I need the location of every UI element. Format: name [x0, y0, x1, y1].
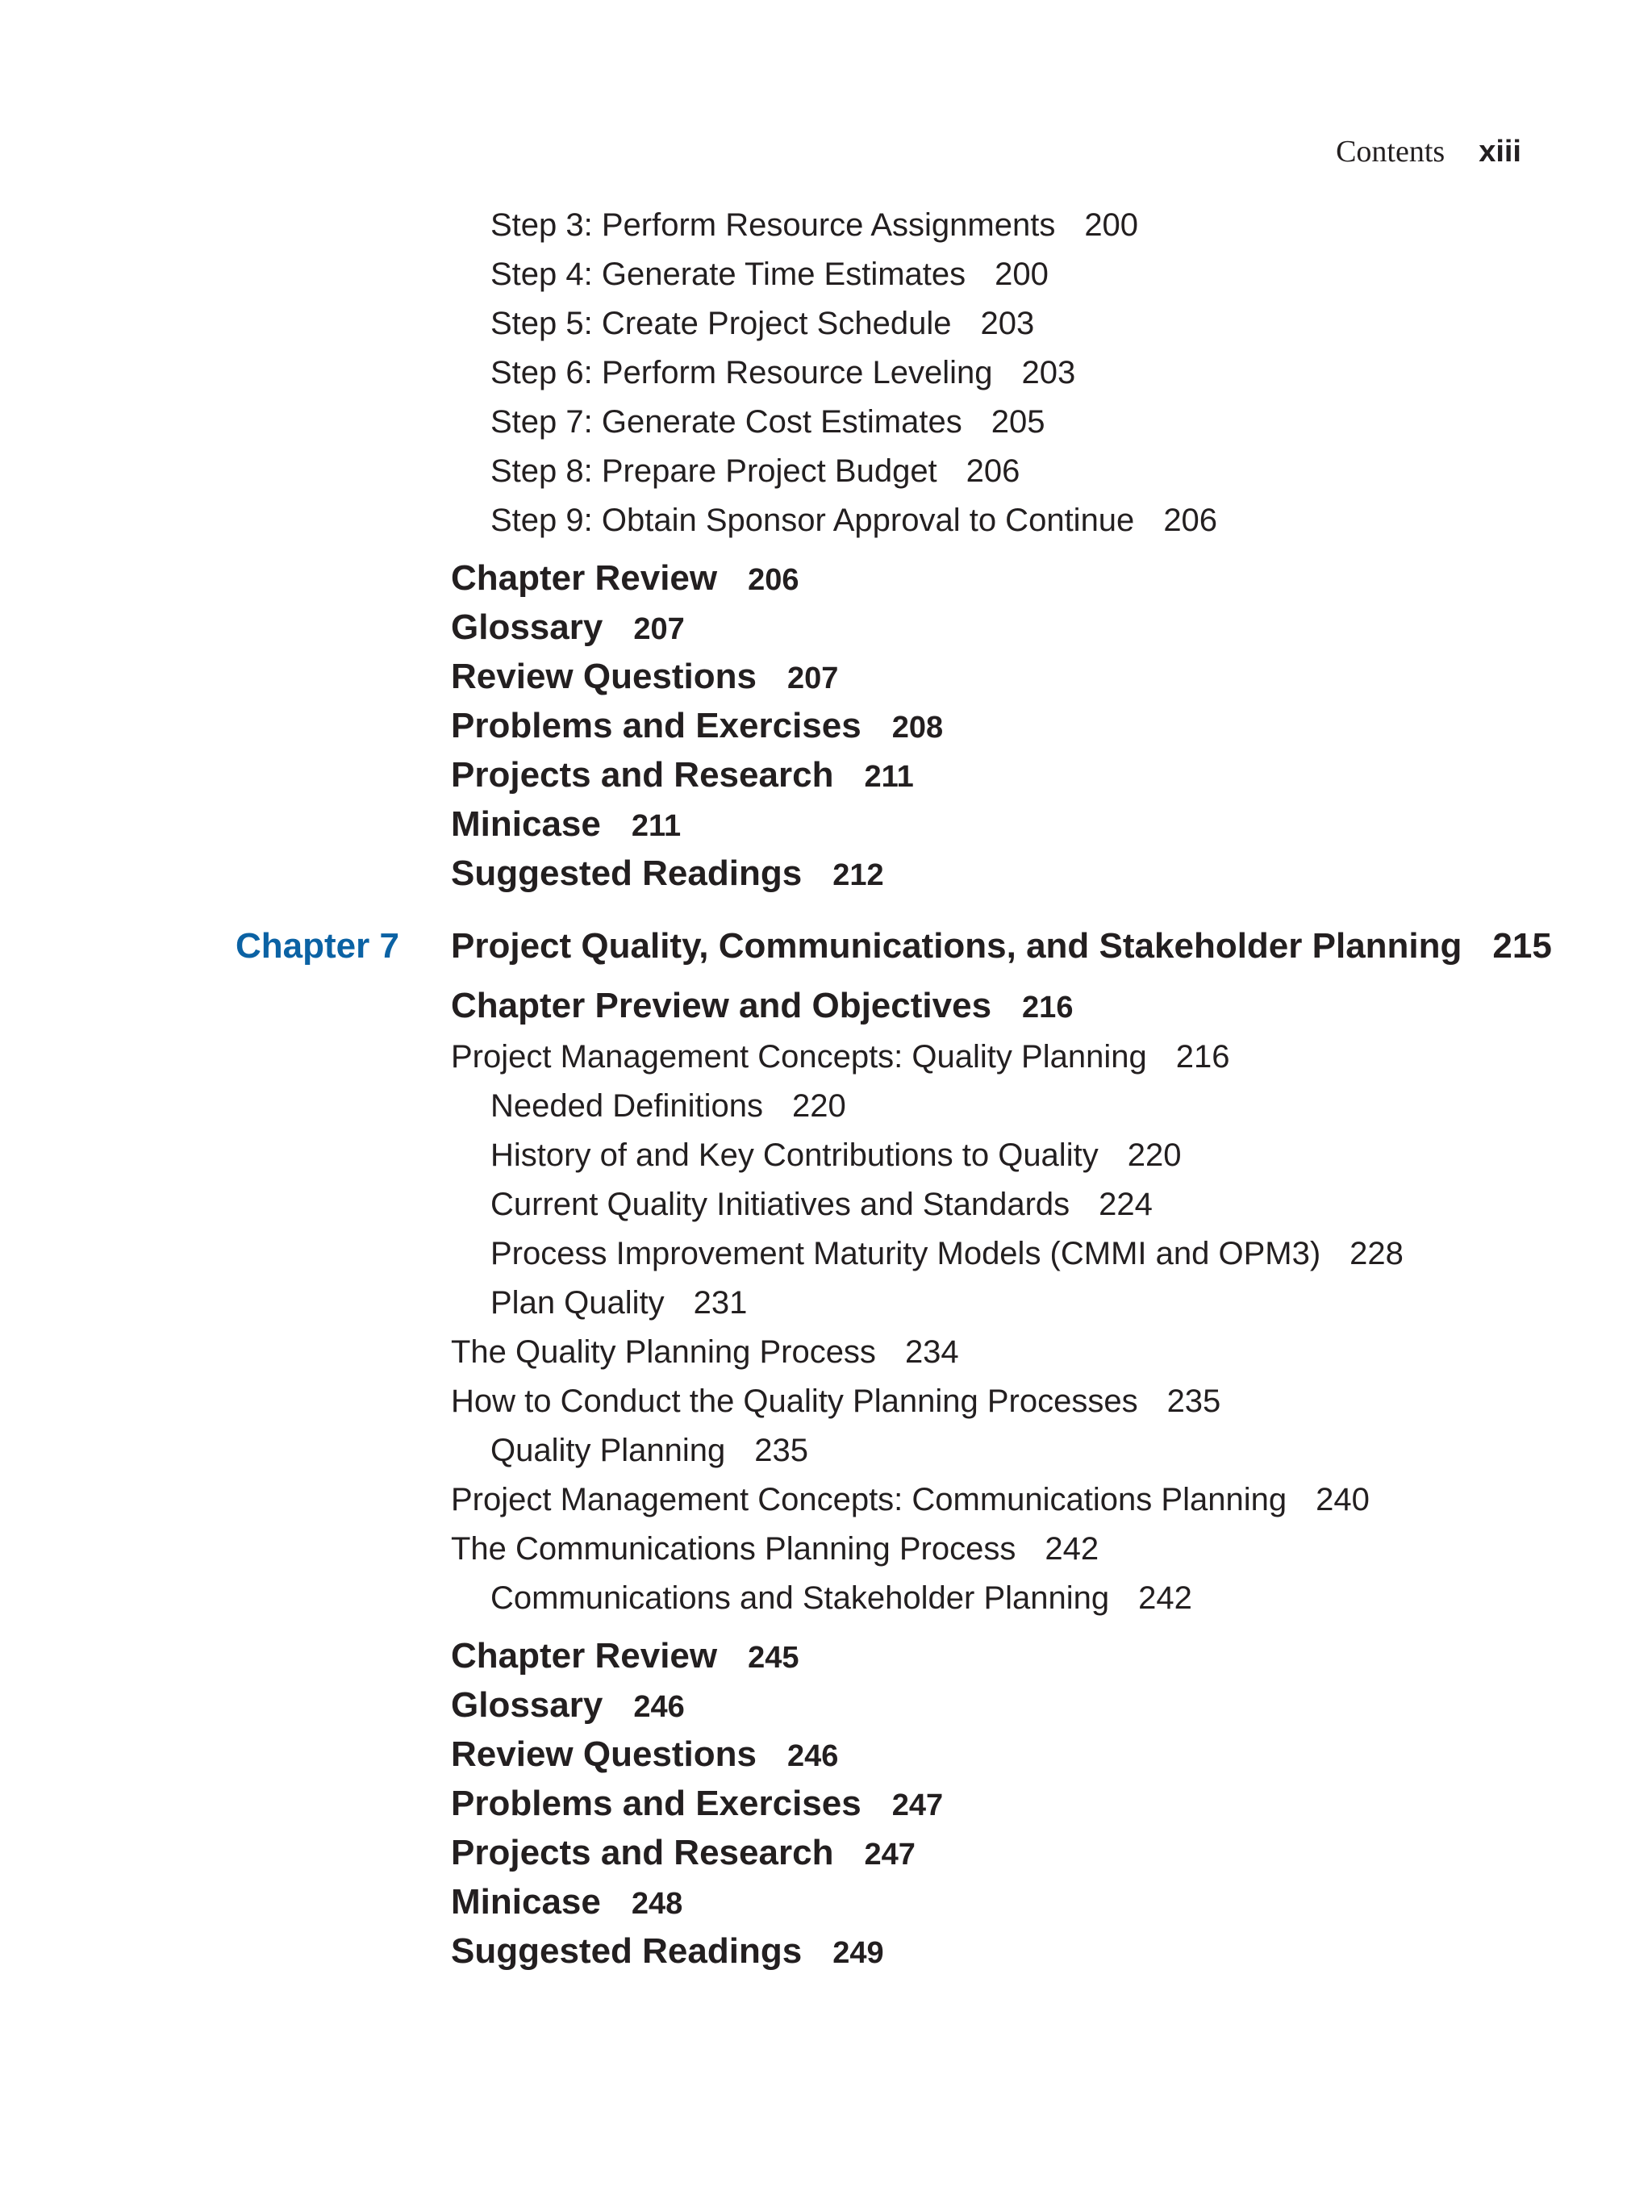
running-head-label: Contents [1336, 135, 1446, 169]
toc-entry-title: Step 5: Create Project Schedule [490, 306, 952, 341]
toc-entry-title: Chapter Review [451, 558, 718, 598]
toc-entry-page: 235 [754, 1433, 809, 1468]
toc-entry-title: Project Management Concepts: Quality Planning [451, 1039, 1147, 1075]
toc-entry-title: Needed Definitions [490, 1088, 763, 1124]
toc-entry-page: 203 [980, 306, 1035, 341]
toc-entry[interactable] [490, 205, 1138, 245]
toc-entry-title: Projects and Research [451, 1833, 834, 1872]
toc-entry-page: 242 [1045, 1531, 1099, 1567]
toc-entry-suggested-readings[interactable] [451, 1930, 884, 1975]
toc-entry-page: 240 [1316, 1482, 1370, 1517]
toc-entry-page: 206 [748, 563, 799, 597]
toc-entry[interactable] [490, 254, 1049, 294]
toc-entry-title: Quality Planning [490, 1433, 726, 1468]
toc-entry-minicase[interactable] [451, 803, 681, 848]
toc-entry-page: 249 [832, 1936, 884, 1970]
toc-entry[interactable] [490, 500, 1217, 540]
toc-entry[interactable] [490, 402, 1045, 442]
toc-entry-title: Step 4: Generate Time Estimates [490, 257, 966, 292]
toc-entry-title: Step 8: Prepare Project Budget [490, 453, 937, 489]
toc-entry-page: 206 [1163, 503, 1218, 538]
toc-entry-title: Glossary [451, 607, 603, 647]
toc-entry-title: Minicase [451, 804, 601, 844]
toc-entry-glossary[interactable] [451, 606, 685, 651]
chapter-label: Chapter 7 [236, 926, 399, 966]
toc-entry-page: 220 [1127, 1137, 1182, 1173]
toc-entry[interactable] [451, 1037, 1229, 1077]
toc-entry[interactable] [490, 1233, 1404, 1274]
toc-entry-page: 242 [1138, 1580, 1192, 1616]
toc-entry-page: 200 [1084, 207, 1139, 243]
toc-entry-title: History of and Key Contributions to Quality [490, 1137, 1099, 1173]
toc-entry-page: 207 [633, 612, 685, 646]
toc-entry-problems-exercises[interactable] [451, 704, 943, 749]
toc-entry-title: Suggested Readings [451, 853, 803, 893]
toc-entry-title: Suggested Readings [451, 1931, 803, 1971]
toc-entry-title: Glossary [451, 1685, 603, 1725]
chapter-title[interactable] [451, 924, 1552, 968]
toc-entry-title: Step 7: Generate Cost Estimates [490, 404, 962, 440]
page-number: xiii [1479, 135, 1521, 169]
toc-entry-title: Problems and Exercises [451, 706, 861, 745]
toc-entry[interactable] [490, 1578, 1192, 1618]
toc-entry-page: 212 [832, 858, 884, 892]
toc-entry-projects-research[interactable] [451, 753, 914, 799]
toc-entry[interactable] [490, 451, 1020, 491]
toc-entry[interactable] [490, 303, 1034, 344]
toc-entry-title: Minicase [451, 1882, 601, 1922]
toc-entry-title: Projects and Research [451, 755, 834, 795]
toc-entry-title: How to Conduct the Quality Planning Processes [451, 1384, 1138, 1419]
toc-entry-page: 247 [864, 1838, 916, 1872]
toc-entry[interactable] [490, 1086, 846, 1126]
running-head [1336, 132, 1521, 171]
toc-entry-title: Plan Quality [490, 1285, 665, 1321]
toc-entry-page: 200 [995, 257, 1049, 292]
toc-entry[interactable] [451, 1480, 1370, 1520]
toc-entry-page: 246 [787, 1739, 839, 1773]
toc-entry-title: Process Improvement Maturity Models (CMMI and OPM3) [490, 1236, 1321, 1271]
toc-entry-projects-research[interactable] [451, 1831, 916, 1876]
toc-entry-page: 247 [891, 1788, 944, 1822]
toc-entry-title: The Communications Planning Process [451, 1531, 1016, 1567]
toc-entry[interactable] [451, 1381, 1220, 1421]
toc-entry[interactable] [451, 1332, 959, 1372]
toc-entry-page: 228 [1350, 1236, 1404, 1271]
toc-entry-page: 208 [891, 711, 944, 745]
toc-entry-page: 234 [904, 1334, 959, 1370]
toc-entry-chapter-preview[interactable] [451, 984, 1073, 1029]
toc-entry-title: Step 3: Perform Resource Assignments [490, 207, 1056, 243]
toc-entry-title: Problems and Exercises [451, 1784, 861, 1823]
toc-entry-minicase[interactable] [451, 1880, 682, 1926]
toc-entry-title: Chapter Preview and Objectives [451, 986, 992, 1025]
toc-entry-page: 231 [693, 1285, 748, 1321]
toc-entry-page: 216 [1175, 1039, 1230, 1075]
toc-entry-page: 220 [792, 1088, 846, 1124]
toc-entry[interactable] [490, 1184, 1153, 1225]
toc-entry-glossary[interactable] [451, 1684, 685, 1729]
toc-entry-problems-exercises[interactable] [451, 1782, 943, 1827]
toc-entry-page: 246 [633, 1690, 685, 1724]
toc-entry-title: Review Questions [451, 1734, 757, 1774]
toc-entry-chapter-review[interactable] [451, 1634, 799, 1680]
toc-entry-page: 216 [1022, 991, 1074, 1025]
toc-entry-page: 211 [864, 760, 914, 794]
toc-entry-page: 205 [991, 404, 1045, 440]
toc-entry-title: Project Management Concepts: Communications Planning [451, 1482, 1287, 1517]
toc-entry-title: Current Quality Initiatives and Standards [490, 1187, 1070, 1222]
toc-entry-page: 224 [1099, 1187, 1153, 1222]
toc-entry-page: 211 [631, 809, 682, 843]
toc-entry[interactable] [490, 1283, 747, 1323]
toc-entry-title: Review Questions [451, 657, 757, 696]
toc-entry-page: 235 [1166, 1384, 1221, 1419]
toc-entry[interactable] [490, 1430, 808, 1471]
chapter-title-page: 215 [1492, 926, 1552, 966]
toc-entry-chapter-review[interactable] [451, 557, 799, 602]
toc-entry[interactable] [490, 353, 1075, 393]
toc-entry-review-questions[interactable] [451, 655, 838, 700]
toc-entry-review-questions[interactable] [451, 1733, 838, 1778]
toc-entry-title: The Quality Planning Process [451, 1334, 876, 1370]
toc-entry-page: 203 [1021, 355, 1076, 390]
toc-entry-page: 207 [787, 662, 839, 695]
toc-entry-title: Step 9: Obtain Sponsor Approval to Continue [490, 503, 1135, 538]
chapter-title-text: Project Quality, Communications, and Stakeholder Planning [451, 926, 1462, 966]
toc-entry-title: Communications and Stakeholder Planning [490, 1580, 1110, 1616]
toc-entry-title: Step 6: Perform Resource Leveling [490, 355, 993, 390]
toc-entry-title: Chapter Review [451, 1636, 718, 1676]
toc-entry-page: 206 [966, 453, 1020, 489]
toc-entry-page: 245 [748, 1641, 799, 1675]
toc-entry-suggested-readings[interactable] [451, 852, 884, 897]
toc-entry[interactable] [451, 1529, 1099, 1569]
toc-entry[interactable] [490, 1135, 1181, 1175]
toc-entry-page: 248 [631, 1887, 683, 1921]
